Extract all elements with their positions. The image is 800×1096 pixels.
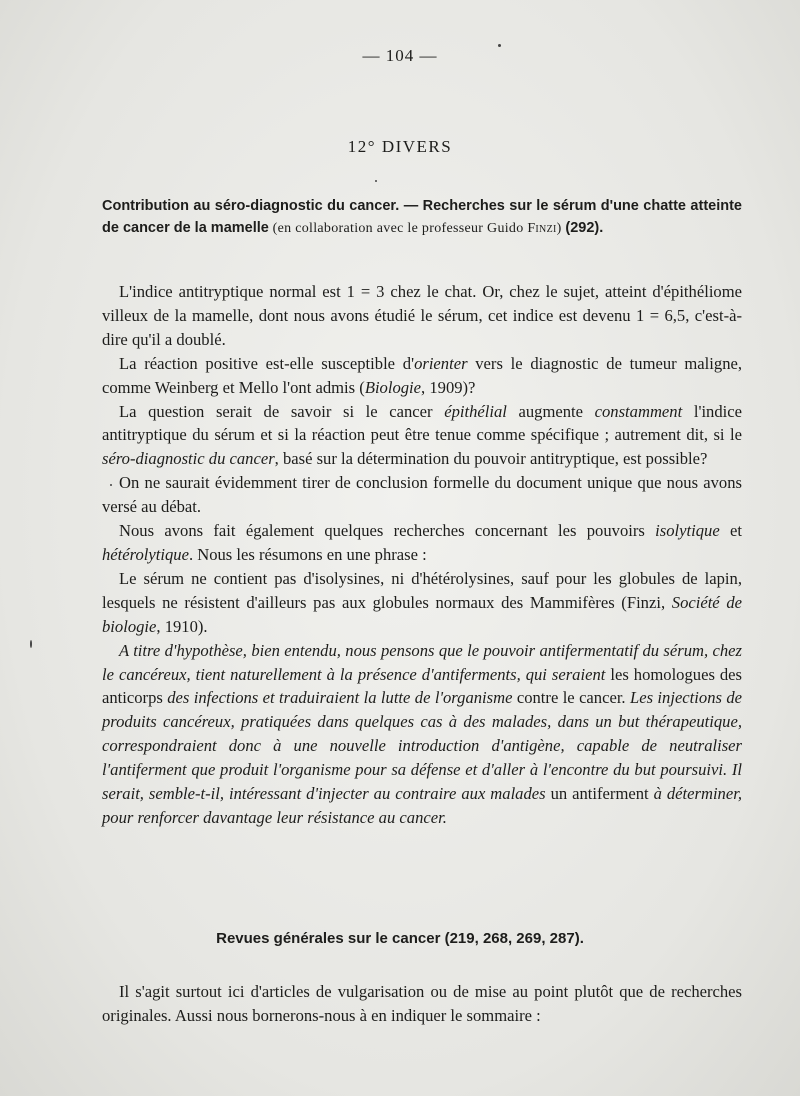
paragraph-7-hypothesis: A titre d'hypothèse, bien entendu, nous pensons que le pouvoir antifermentatif du sérum, chez le cancéreux, tient naturellement à la présence d'antiferments, qui seraient les homologues des anticorps des infections et traduiraient la lutte de l'organisme contre le cancer. Les injections de produits cancéreux, pratiquées dans quelques cas à des malades, dans un but thérapeutique, correspondraient donc à une nouvelle introduction d'antigène, capable de neutraliser l'antiferment que produit l'organisme pour sa défense et d'aller à l'encontre du but poursuivi. Il serait, semble-t-il, intéressant d'injecter au contraire aux malades un antiferment à déterminer, pour renforcer davantage leur résistance au cancer.: [102, 640, 743, 827]
review-paragraph: Il s'agit surtout ici d'articles de vulgarisation ou de mise au point plutôt que de recherches originales. Aussi nous bornerons-nous à en indiquer le sommaire :: [102, 982, 742, 1025]
review-heading: Revues générales sur le cancer (219, 268, 269, 287).: [216, 930, 584, 947]
scan-speck: [375, 180, 377, 182]
paragraph-3: La question serait de savoir si le cancer épithélial augmente constamment l'indice antitryptique du sérum et si la réaction peut être tenue comme spécifique ; autrement dit, si le séro-diagnostic du cancer, basé sur la détermination du pouvoir antitryptique, est possible?: [102, 401, 742, 469]
paragraph-1: L'indice antitryptique normal est 1 = 3 chez le chat. Or, chez le sujet, atteint d'épithéliome villeux de la mamelle, dont nous avons étudié le sérum, cet indice est devenu 1 = 6,5, c'est-à-dire qu'il a doublé.: [102, 282, 742, 349]
paragraph-2: La réaction positive est-elle susceptible d'orienter vers le diagnostic de tumeur maligne, comme Weinberg et Mello l'ont admis (Biologie, 1909)?: [102, 353, 742, 397]
paragraph-4: On ne saurait évidemment tirer de conclusion formelle du document unique que nous avons versé au débat.: [102, 473, 742, 517]
page-number: — 104 —: [362, 46, 438, 65]
scan-speck: [498, 44, 501, 47]
section-heading: 12° DIVERS: [347, 137, 453, 156]
entry-title: [102, 195, 742, 239]
entry-paren-close: ): [556, 221, 566, 236]
paragraph-6: Le sérum ne contient pas d'isolysines, ni d'hétérolysines, sauf pour les globules de lapin, lesquels ne résistent d'ailleurs pas aux globules normaux des Mammifères (Finzi, Société de biologie, 1910).: [102, 568, 742, 636]
entry-author-name: Finzi: [527, 221, 557, 236]
scan-speck: [30, 640, 32, 648]
body-text: [102, 280, 742, 830]
scan-speck: [110, 484, 112, 486]
entry-collaboration: (en collaboration avec le professeur Guido: [268, 221, 528, 236]
review-body: [102, 980, 742, 1028]
entry-title-bold: Contribution au séro-diagnostic du cancer. — Recherches sur le sérum d'une chatte atteinte de cancer de la mamelle: [102, 198, 742, 236]
paragraph-5: Nous avons fait également quelques recherches concernant les pouvoirs isolytique et hétérolytique. Nous les résumons en une phrase :: [102, 521, 743, 564]
entry-ref-number: (292).: [565, 220, 604, 236]
